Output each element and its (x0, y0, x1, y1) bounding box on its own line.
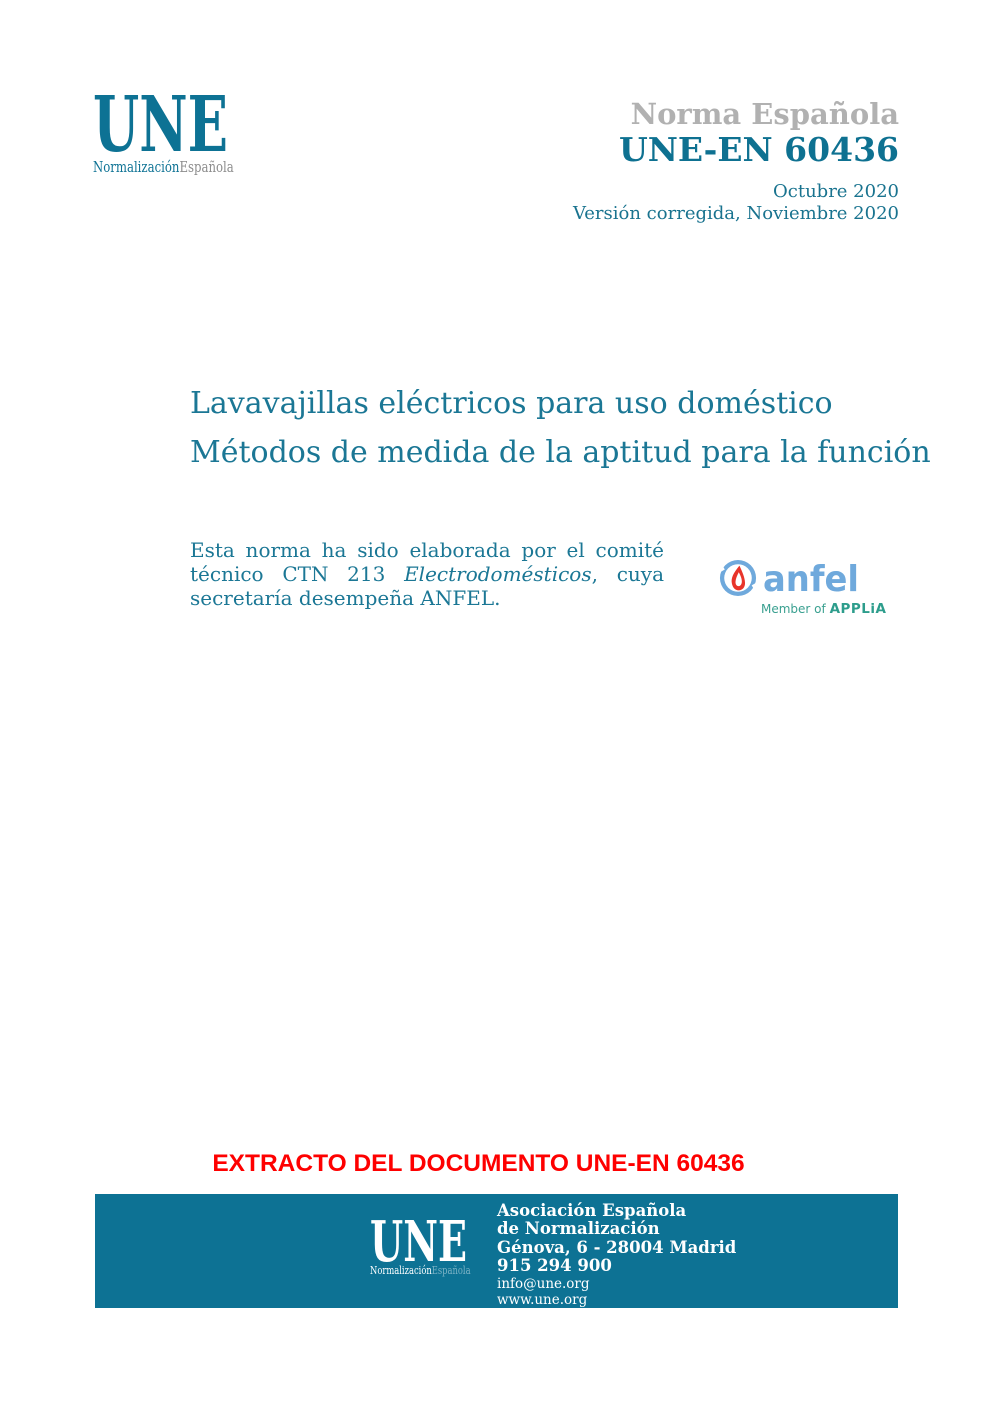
tagline-primary: Normalización (93, 158, 180, 176)
une-wordmark: UNE (93, 95, 228, 153)
anfel-wordmark-icon (763, 558, 859, 598)
applia-wordmark: APPLiA (829, 601, 887, 617)
title-line-2: Métodos de medida de la aptitud para la función (190, 435, 931, 470)
footer-une-wordmark: UNE (370, 1220, 467, 1262)
footer-org-line: Asociación Española (497, 1201, 687, 1220)
doc-family-label: Norma Española (630, 97, 899, 131)
footer-logo-tagline (370, 1264, 471, 1277)
doc-version-note: Versión corregida, Noviembre 2020 (572, 203, 899, 224)
extract-notice: EXTRACTO DEL DOCUMENTO UNE-EN 60436 (212, 1150, 745, 1177)
document-title (190, 379, 931, 477)
footer-address-block (497, 1202, 736, 1308)
une-logo (93, 95, 233, 175)
paragraph-part-2: , cuya secretaría desempeña ANFEL. (190, 561, 664, 610)
footer-tagline-secondary: Española (431, 1264, 471, 1277)
paragraph-italic: Electrodomésticos (404, 561, 592, 586)
une-logo-tagline (93, 158, 234, 176)
une-wordmark-icon (93, 95, 229, 153)
doc-code: UNE-EN 60436 (618, 130, 899, 169)
footer-address-line: Génova, 6 - 28004 Madrid (497, 1237, 737, 1257)
footer-bar (95, 1194, 898, 1308)
anfel-logo (719, 558, 887, 617)
flame-in-circle-icon (719, 559, 757, 597)
member-of-label: Member of (761, 602, 830, 616)
title-line-1: Lavavajillas eléctricos para uso doméstico (190, 386, 833, 421)
footer-phone: 915 294 900 (497, 1256, 612, 1276)
footer-email: info@une.org (497, 1275, 590, 1292)
tagline-secondary: Española (179, 158, 234, 176)
anfel-member-line (761, 601, 887, 617)
anfel-logo-row (719, 558, 869, 598)
footer-org-line: de Normalización (497, 1219, 660, 1239)
doc-date: Octubre 2020 (773, 181, 899, 202)
footer-une-wordmark-icon (370, 1220, 468, 1262)
committee-paragraph (190, 539, 664, 610)
footer-une-logo (370, 1220, 470, 1276)
paragraph-part-1: Esta norma ha sido elaborada por el comité técnico CTN 213 (190, 538, 664, 586)
header-right (573, 98, 899, 225)
anfel-wordmark: anfel (763, 559, 859, 598)
footer-tagline-primary: Normalización (370, 1264, 432, 1277)
footer-website: www.une.org (497, 1291, 588, 1308)
